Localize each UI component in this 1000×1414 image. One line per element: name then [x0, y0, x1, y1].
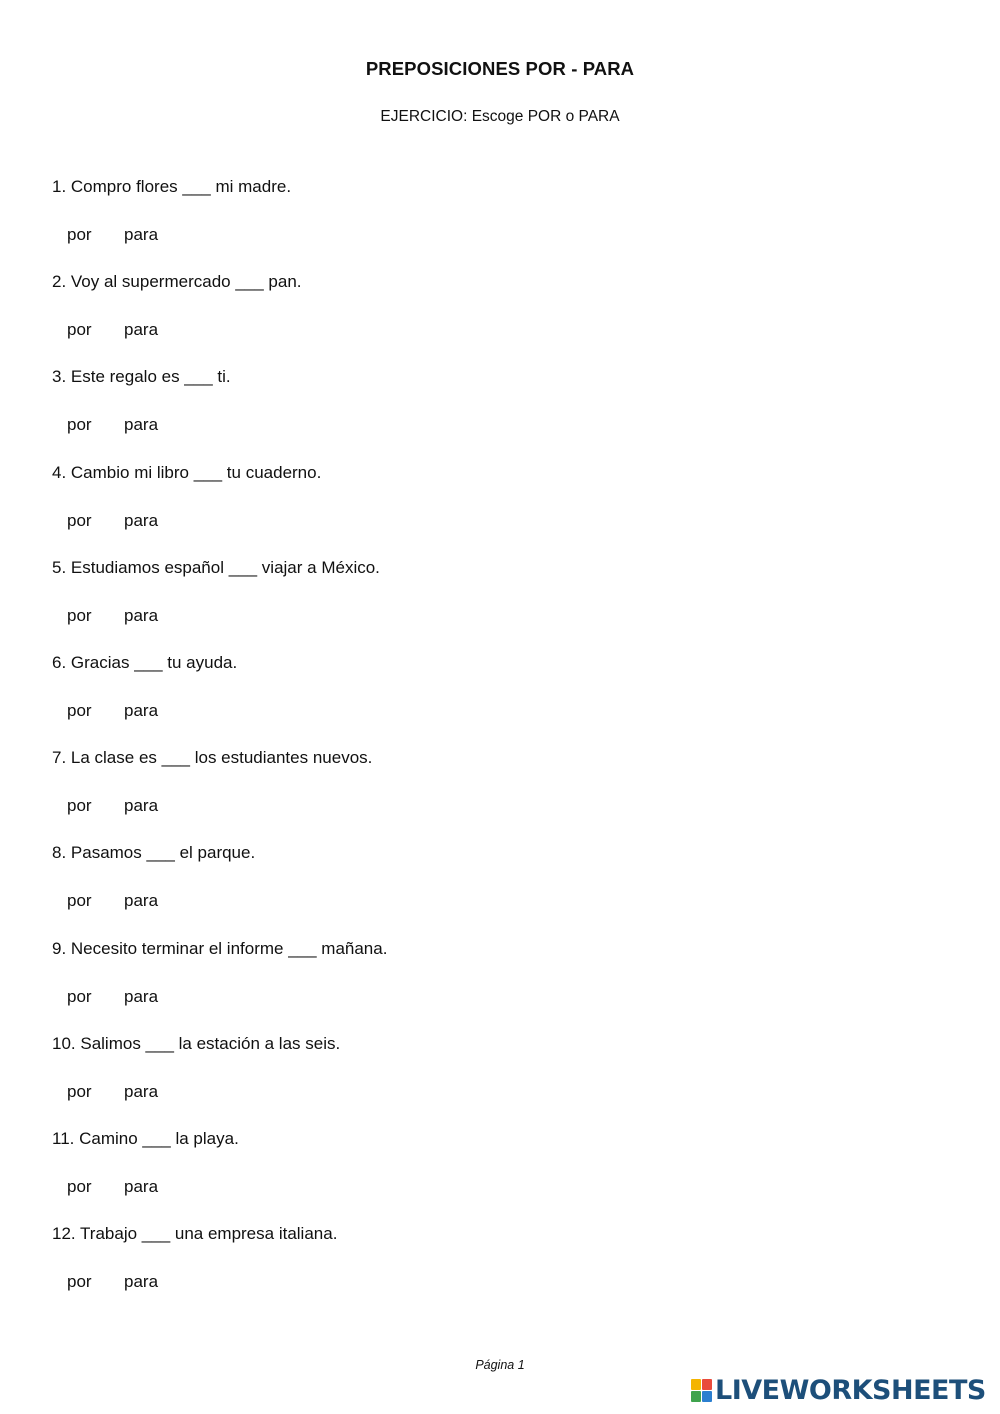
option-por[interactable]: por: [67, 700, 92, 720]
logo-block: [691, 1379, 701, 1390]
option-por[interactable]: por: [67, 1176, 92, 1196]
liveworksheets-logo[interactable]: [691, 1374, 986, 1406]
logo-blocks-icon: [691, 1379, 712, 1402]
question-item: [52, 653, 952, 748]
question-text: 5. Estudiamos español ___ viajar a México.: [52, 557, 380, 577]
option-para[interactable]: para: [124, 1272, 159, 1292]
option-para[interactable]: para: [124, 510, 159, 530]
question-text: 8. Pasamos ___ el parque.: [52, 843, 256, 863]
option-por[interactable]: por: [67, 796, 92, 816]
answer-options: [67, 796, 158, 816]
question-item: [52, 939, 952, 1034]
question-item: [52, 272, 952, 367]
question-text: 3. Este regalo es ___ ti.: [52, 367, 231, 387]
answer-options: [67, 987, 158, 1007]
question-text: 12. Trabajo ___ una empresa italiana.: [52, 1224, 338, 1244]
question-text: 7. La clase es ___ los estudiantes nuevos.: [52, 748, 373, 768]
logo-block: [702, 1379, 712, 1390]
question-item: [52, 177, 952, 272]
option-para[interactable]: para: [124, 1081, 159, 1101]
exercise-instructions: EJERCICIO: Escoge POR o PARA: [380, 108, 620, 125]
question-item: [52, 558, 952, 653]
logo-text: LIVEWORKSHEETS: [715, 1374, 986, 1406]
question-text: 2. Voy al supermercado ___ pan.: [52, 272, 302, 292]
answer-options: [67, 1272, 158, 1292]
option-para[interactable]: para: [124, 796, 159, 816]
question-item: [52, 1034, 952, 1129]
logo-block: [702, 1391, 712, 1402]
answer-options: [67, 606, 158, 626]
option-para[interactable]: para: [124, 415, 159, 435]
option-para[interactable]: para: [124, 700, 159, 720]
question-item: [52, 843, 952, 938]
option-para[interactable]: para: [124, 1176, 159, 1196]
option-por[interactable]: por: [67, 605, 92, 625]
answer-options: [67, 320, 158, 340]
option-para[interactable]: para: [124, 320, 159, 340]
question-text: 11. Camino ___ la playa.: [52, 1128, 239, 1148]
answer-options: [67, 225, 158, 245]
question-text: 6. Gracias ___ tu ayuda.: [52, 652, 238, 672]
page-title: PREPOSICIONES POR - PARA: [365, 58, 635, 79]
option-para[interactable]: para: [124, 605, 159, 625]
page-number: Página 1: [475, 1358, 525, 1372]
question-item: [52, 748, 952, 843]
question-item: [52, 1129, 952, 1224]
answer-options: [67, 1177, 158, 1197]
option-por[interactable]: por: [67, 415, 92, 435]
answer-options: [67, 891, 158, 911]
option-por[interactable]: por: [67, 891, 92, 911]
answer-options: [67, 1082, 158, 1102]
answer-options: [67, 415, 158, 435]
question-item: [52, 463, 952, 558]
question-item: [52, 367, 952, 462]
question-text: 4. Cambio mi libro ___ tu cuaderno.: [52, 462, 322, 482]
answer-options: [67, 701, 158, 721]
option-por[interactable]: por: [67, 1081, 92, 1101]
option-por[interactable]: por: [67, 320, 92, 340]
option-por[interactable]: por: [67, 225, 92, 244]
question-text: 10. Salimos ___ la estación a las seis.: [52, 1033, 341, 1053]
question-item: [52, 1224, 952, 1319]
option-por[interactable]: por: [67, 1272, 92, 1292]
question-list: [52, 177, 952, 1319]
option-para[interactable]: para: [124, 891, 159, 911]
question-text: 9. Necesito terminar el informe ___ mañana.: [52, 938, 388, 958]
option-para[interactable]: para: [124, 225, 159, 244]
question-text: 1. Compro flores ___ mi madre.: [52, 177, 292, 196]
logo-block: [691, 1391, 701, 1402]
answer-options: [67, 511, 158, 531]
option-por[interactable]: por: [67, 986, 92, 1006]
option-por[interactable]: por: [67, 510, 92, 530]
option-para[interactable]: para: [124, 986, 159, 1006]
